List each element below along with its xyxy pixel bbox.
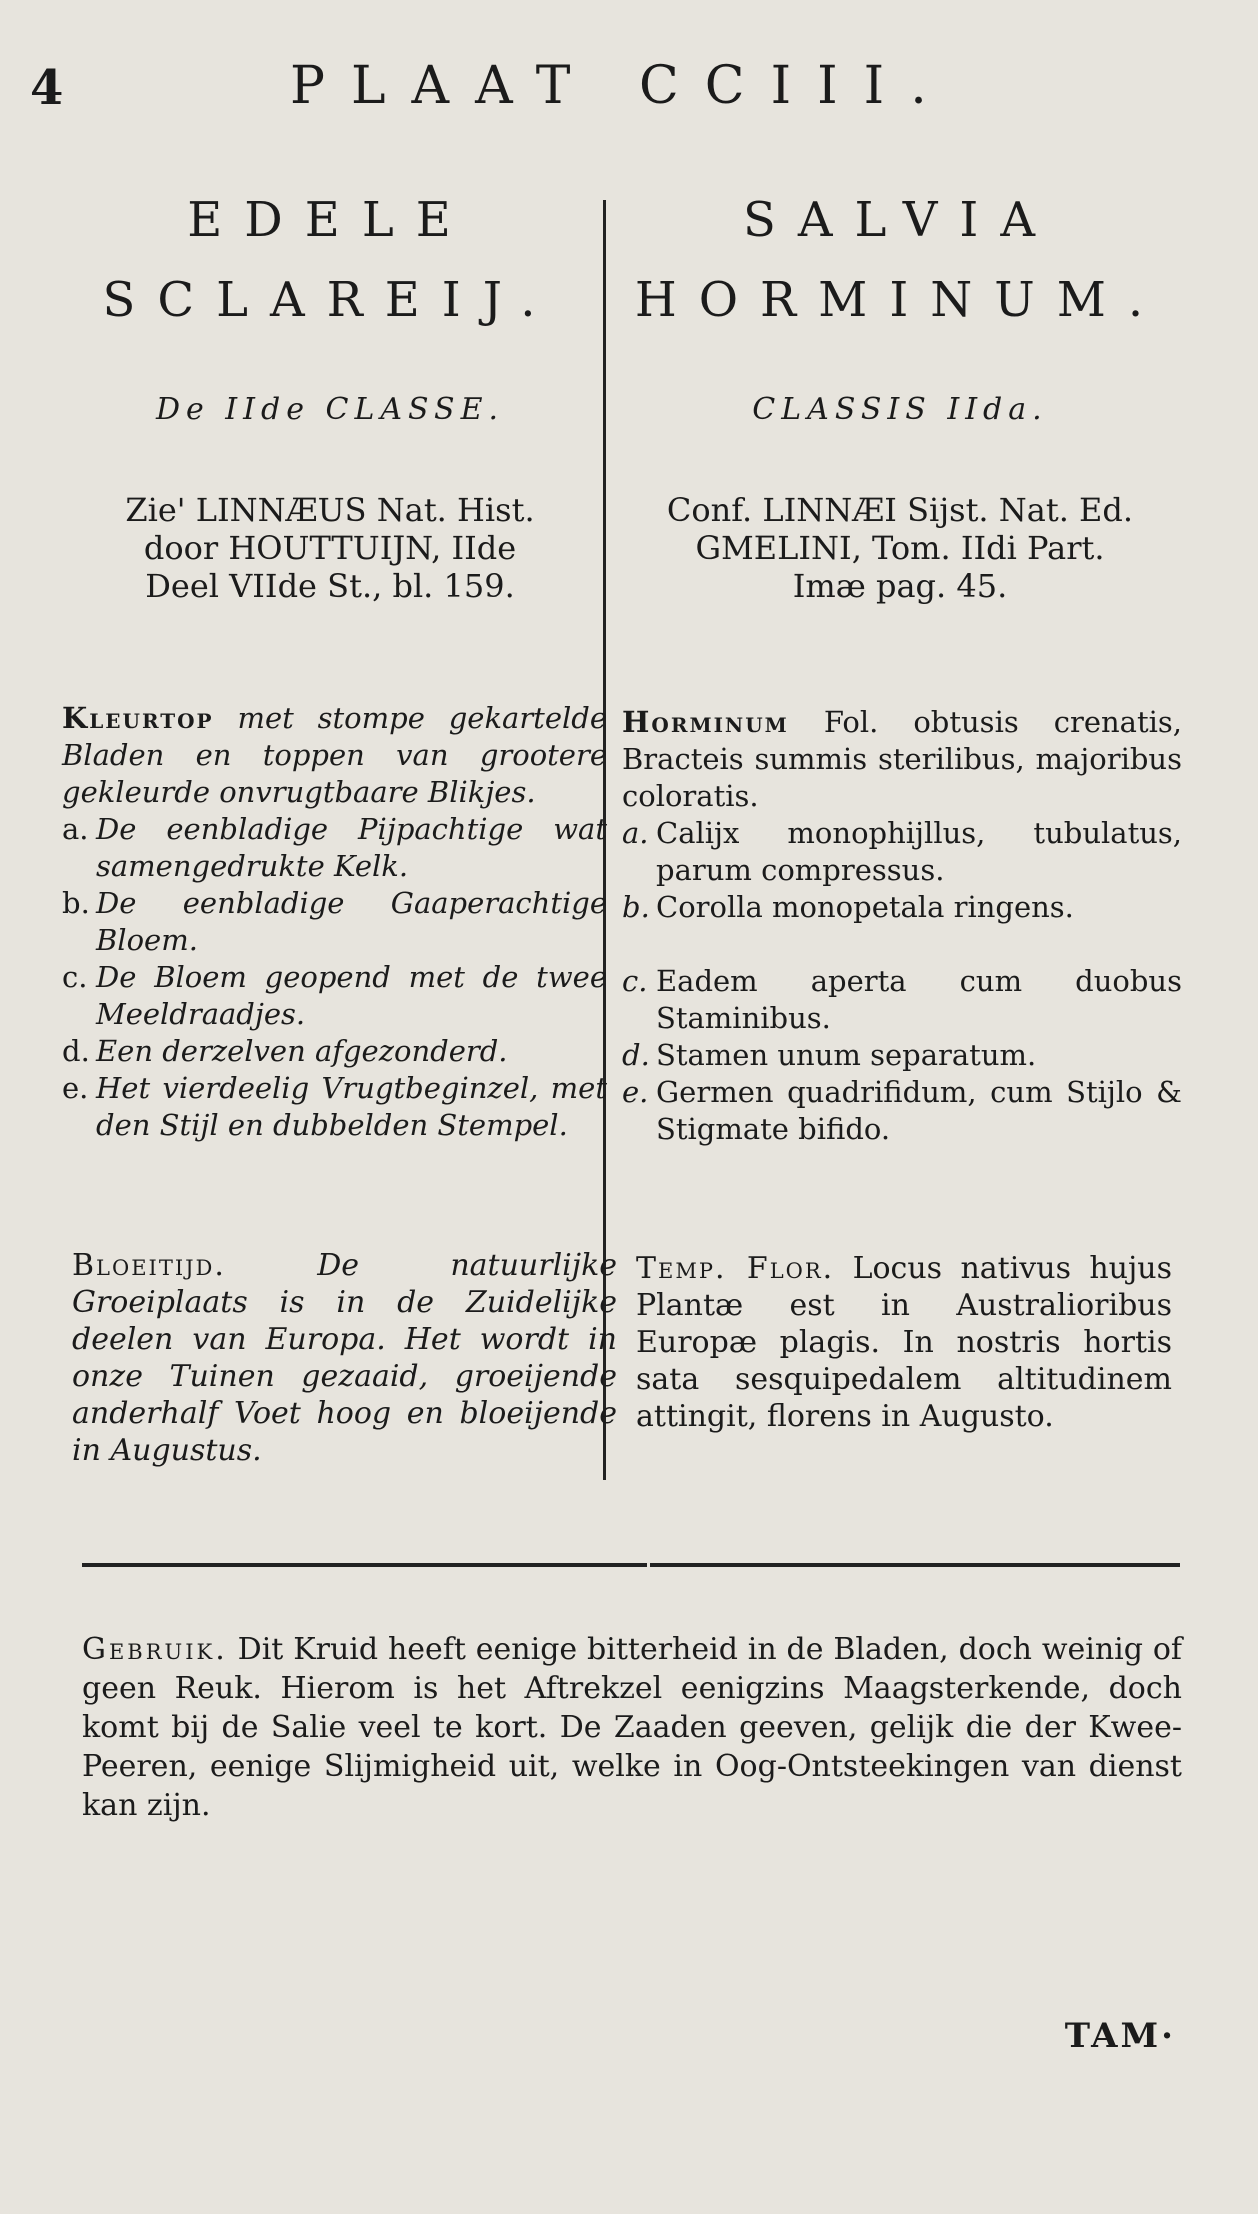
- dutch-item-e-text: Het vierdeelig Vrugtbeginzel, met den Stijl en dubbelden Stempel.: [96, 1071, 607, 1142]
- dutch-item-d: [62, 1033, 607, 1070]
- dutch-item-c-text: De Bloem geopend met de twee Meeldraadjes.: [96, 960, 607, 1031]
- latin-flowering: [636, 1250, 1172, 1435]
- latin-title-line2: HORMINUM.: [634, 272, 1166, 328]
- latin-flower-text: Locus nativus hujus Plantæ est in Australioribus Europæ plagis. In nostris hortis sata sesquipedalem altitudinem attingit, florens in Augusto.: [636, 1251, 1172, 1434]
- dutch-item-c: [62, 959, 607, 1033]
- latin-item-a-label: a.: [622, 816, 649, 850]
- dutch-desc-text: met stompe gekartelde Bladen en toppen van grootere gekleurde onvrugtbaare Blikjes.: [62, 701, 607, 809]
- latin-item-b-text: Corolla monopetala ringens.: [656, 890, 1074, 924]
- latin-item-d: [622, 1037, 1182, 1074]
- latin-item-b: [622, 889, 1182, 926]
- dutch-ref-line1: Zie' LINNÆUS Nat. Hist.: [125, 491, 535, 529]
- dutch-item-d-label: d.: [62, 1034, 90, 1068]
- latin-item-d-text: Stamen unum separatum.: [656, 1038, 1037, 1072]
- latin-ref-line3: Imæ pag. 45.: [792, 567, 1008, 605]
- dutch-item-a-text: De eenbladige Pijpachtige wat samengedrukte Kelk.: [96, 812, 607, 883]
- latin-classe: CLASSIS IIda.: [752, 392, 1048, 427]
- latin-title-line1: SALVIA: [742, 192, 1057, 248]
- dutch-title-line2: SCLAREIJ.: [102, 272, 558, 328]
- usage-lead: Gebruik.: [82, 1632, 228, 1667]
- dutch-ref-line2: door HOUTTUIJN, IIde: [143, 529, 517, 567]
- dutch-item-b-text: De eenbladige Gaaperachtige Bloem.: [96, 886, 607, 957]
- dutch-description: [62, 700, 607, 1144]
- page-number: 4: [30, 60, 64, 116]
- latin-description: [622, 704, 1182, 1148]
- latin-item-c-text: Eadem aperta cum duobus Staminibus.: [656, 964, 1182, 1035]
- section-rule-left: [82, 1563, 647, 1567]
- dutch-classe: De IIde CLASSE.: [155, 392, 505, 427]
- latin-item-e-text: Germen quadrifidum, cum Stijlo & Stigmate bifido.: [656, 1075, 1182, 1146]
- dutch-reference: [60, 491, 600, 605]
- latin-ref-line1: Conf. LINNÆI Sijst. Nat. Ed.: [666, 491, 1134, 529]
- dutch-item-c-label: c.: [62, 960, 88, 994]
- dutch-item-e: [62, 1070, 607, 1144]
- dutch-column: [60, 180, 600, 605]
- latin-flower-lead: Temp. Flor.: [636, 1251, 835, 1286]
- latin-item-e: [622, 1074, 1182, 1148]
- latin-item-d-label: d.: [622, 1038, 650, 1072]
- plate-heading: PLAAT CCIII.: [290, 56, 953, 116]
- latin-desc-main: [622, 704, 1182, 815]
- latin-ref-line2: GMELINI, Tom. IIdi Part.: [695, 529, 1105, 567]
- dutch-flowering: [72, 1247, 617, 1469]
- dutch-item-a-label: a.: [62, 812, 89, 846]
- dutch-item-b: [62, 885, 607, 959]
- dutch-flower-lead: Bloeitijd.: [72, 1248, 226, 1283]
- latin-desc-main-row: [622, 704, 1182, 815]
- latin-column: [620, 180, 1180, 605]
- latin-reference: [620, 491, 1180, 605]
- dutch-item-b-label: b.: [62, 886, 90, 920]
- usage-paragraph: [82, 1630, 1182, 1825]
- latin-desc-text: Fol. obtusis crenatis, Bracteis summis sterilibus, majoribus coloratis.: [622, 705, 1182, 813]
- dutch-desc-lead: Kleurtop: [62, 701, 214, 735]
- dutch-item-a: [62, 811, 607, 885]
- latin-item-e-label: e.: [622, 1075, 649, 1109]
- dutch-item-d-text: Een derzelven afgezonderd.: [96, 1034, 508, 1068]
- latin-item-b-label: b.: [622, 890, 650, 924]
- usage-text: Dit Kruid heeft eenige bitterheid in de Bladen, doch weinig of geen Reuk. Hierom is het Aftrekzel eenigzins Maagsterkende, doch komt bij de Salie veel te kort. De Zaaden geeven, gelijk die der Kwee-Peeren, eenige Slijmigheid uit, welke in Oog-Ontsteekingen van dienst kan zijn.: [82, 1632, 1182, 1823]
- section-rule-right: [650, 1563, 1180, 1567]
- dutch-desc-main: [62, 700, 607, 811]
- latin-item-a-text: Calijx monophijllus, tubulatus, parum compressus.: [656, 816, 1182, 887]
- dutch-item-e-label: e.: [62, 1071, 89, 1105]
- dutch-title-line1: EDELE: [187, 192, 473, 248]
- latin-item-c-label: c.: [622, 964, 648, 998]
- latin-item-a: [622, 815, 1182, 889]
- dutch-ref-line3: Deel VIIde St., bl. 159.: [145, 567, 515, 605]
- dutch-flower-text: De natuurlijke Groeiplaats is in de Zuidelijke deelen van Europa. Het wordt in onze Tuinen gezaaid, groeijende anderhalf Voet hoog en bloeijende in Augustus.: [72, 1248, 617, 1468]
- latin-item-c: [622, 963, 1182, 1037]
- catchword: TAM·: [1064, 2016, 1176, 2056]
- dutch-desc-main-row: [62, 700, 607, 811]
- latin-desc-lead: Horminum: [622, 705, 789, 739]
